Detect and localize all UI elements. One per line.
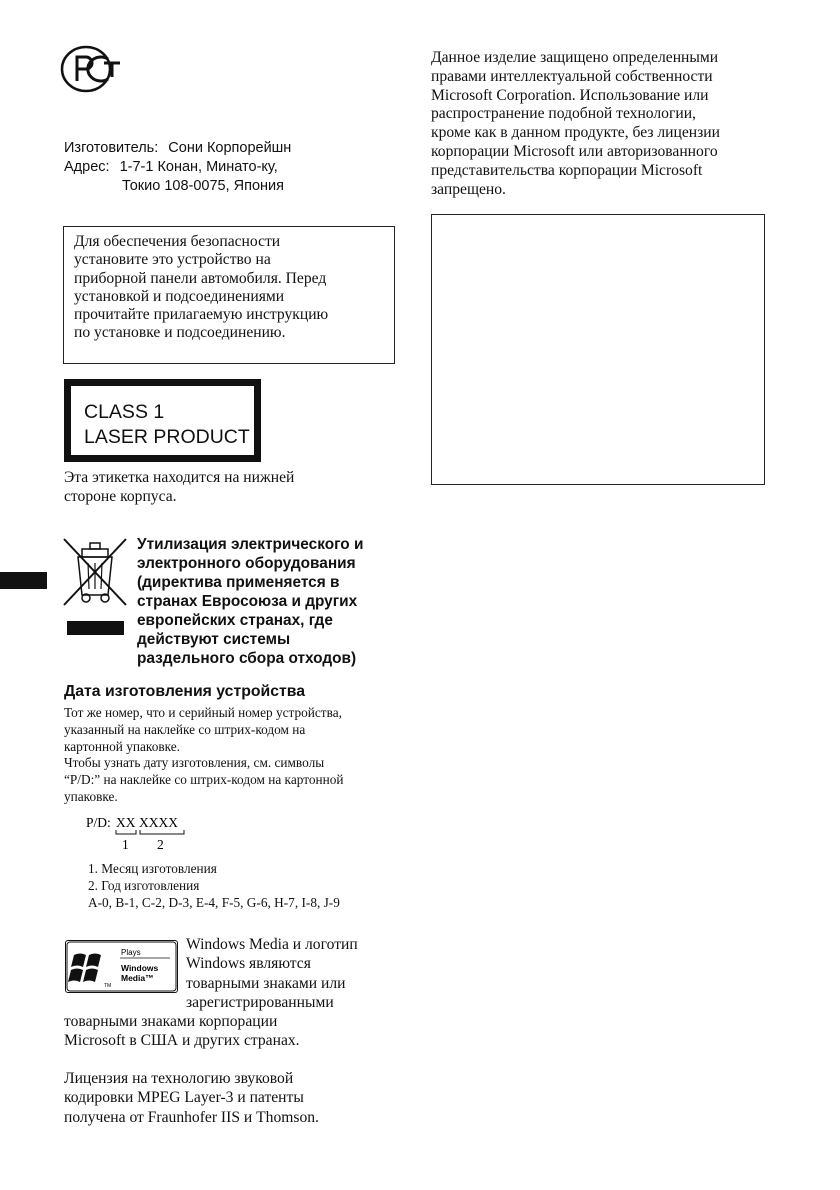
manufacture-date-description [64, 705, 343, 806]
wm-line: Microsoft в США и других странах. [64, 1032, 300, 1050]
pd-part-month: XX [116, 815, 136, 830]
address-label: Адрес: [64, 159, 110, 175]
label-location-note [64, 468, 294, 506]
pd-legend-line: 1. Месяц изготовления [88, 861, 217, 876]
label-location-line: Эта этикетка находится на нижней [64, 469, 295, 486]
address-line-2: Токио 108-0075, Япония [122, 178, 285, 194]
safety-notice-box [63, 226, 395, 364]
pct-certification-mark-icon [60, 43, 128, 95]
mp3-license-notice [64, 1069, 319, 1127]
safety-line: прочитайте прилагаемую инструкцию [74, 306, 329, 324]
manufacturer-info [64, 139, 291, 196]
wm-line: Windows Media и логотип [186, 936, 358, 953]
weee-line: действуют системы [137, 631, 291, 648]
date-desc-line: картонной упаковке. [64, 738, 180, 754]
weee-line: странах Евросоюза и других [137, 593, 358, 610]
laser-class-label [64, 379, 261, 462]
address-line-1: 1-7-1 Конан, Минато-ку, [119, 159, 278, 175]
safety-line: приборной панели автомобиля. Перед [74, 269, 327, 287]
pd-ref-1: 1 [122, 837, 129, 852]
safety-line: Для обеспечения безопасности [74, 233, 281, 250]
pd-code-diagram [86, 814, 196, 854]
manufacture-date-heading: Дата изготовления устройства [64, 683, 306, 700]
manufacturer-label: Изготовитель: [64, 140, 159, 156]
safety-line: установкой и подсоединениями [74, 287, 285, 305]
pd-ref-2: 2 [157, 837, 164, 852]
windows-media-trademark-notice [64, 935, 404, 1051]
ms-notice-line: корпорации Microsoft или авторизованного [431, 142, 718, 160]
wm-logo-plays: Plays [121, 948, 141, 957]
weee-disposal-notice [137, 535, 363, 668]
section-tab-marker [0, 572, 47, 589]
ms-notice-line: распространение подобной технологии, [431, 105, 696, 123]
safety-line: установите это устройство на [74, 251, 271, 269]
wm-line: Windows являются [186, 955, 311, 973]
pd-legend-line: 2. Год изготовления [88, 877, 200, 893]
pd-part-year: XXXX [139, 815, 178, 830]
safety-line: по установке и подсоединению. [74, 324, 286, 342]
mp3-line: получена от Fraunhofer IIS и Thomson. [64, 1108, 319, 1126]
date-desc-line: упаковке. [64, 788, 118, 804]
wm-logo-media: Media™ [121, 973, 154, 983]
wm-line: зарегистрированными [186, 993, 334, 1011]
ms-notice-line: представительства корпорации Microsoft [431, 161, 703, 179]
laser-class-line: CLASS 1 [84, 401, 165, 423]
blank-notice-box [431, 214, 765, 485]
wm-logo-tm: TM [104, 983, 112, 989]
mp3-line: Лицензия на технологию звуковой [64, 1070, 294, 1087]
ms-notice-line: запрещено. [431, 180, 506, 198]
date-desc-line: указанный на наклейке со штрих-кодом на [64, 721, 306, 737]
label-location-line: стороне корпуса. [64, 488, 177, 505]
ms-notice-line: правами интеллектуальной собственности [431, 67, 713, 85]
pd-code-legend [88, 861, 340, 911]
ms-notice-line: кроме как в данном продукте, без лицензии [431, 124, 720, 142]
crossed-out-wheelie-bin-icon [62, 535, 128, 637]
pd-prefix: P/D: [86, 815, 111, 830]
date-desc-line: “P/D:” на наклейке со штрих-кодом на картонной [64, 772, 344, 788]
weee-line: европейских странах, где [137, 612, 333, 629]
date-desc-line: Чтобы узнать дату изготовления, см. символы [64, 755, 325, 771]
date-desc-line: Тот же номер, что и серийный номер устройства, [64, 705, 342, 720]
ms-notice-line: Данное изделие защищено определенными [431, 49, 719, 66]
wm-logo-windows: Windows [121, 963, 159, 973]
weee-line: раздельного сбора отходов) [137, 650, 357, 667]
manufacturer-value: Сони Корпорейшн [168, 140, 292, 156]
wm-line: товарными знаками или [186, 974, 346, 992]
wm-line: товарными знаками корпорации [64, 1013, 278, 1031]
weee-line: Утилизация электрического и [137, 536, 364, 553]
laser-product-line: LASER PRODUCT [84, 426, 250, 448]
mp3-line: кодировки MPEG Layer-3 и патенты [64, 1089, 304, 1107]
ms-notice-line: Microsoft Corporation. Использование или [431, 86, 709, 104]
weee-line: (директива применяется в [137, 574, 340, 591]
microsoft-ip-notice [431, 49, 720, 199]
pd-legend-line: A-0, B-1, C-2, D-3, E-4, F-5, G-6, H-7, I-8, J-9 [88, 894, 340, 910]
weee-line: электронного оборудования [137, 555, 356, 572]
